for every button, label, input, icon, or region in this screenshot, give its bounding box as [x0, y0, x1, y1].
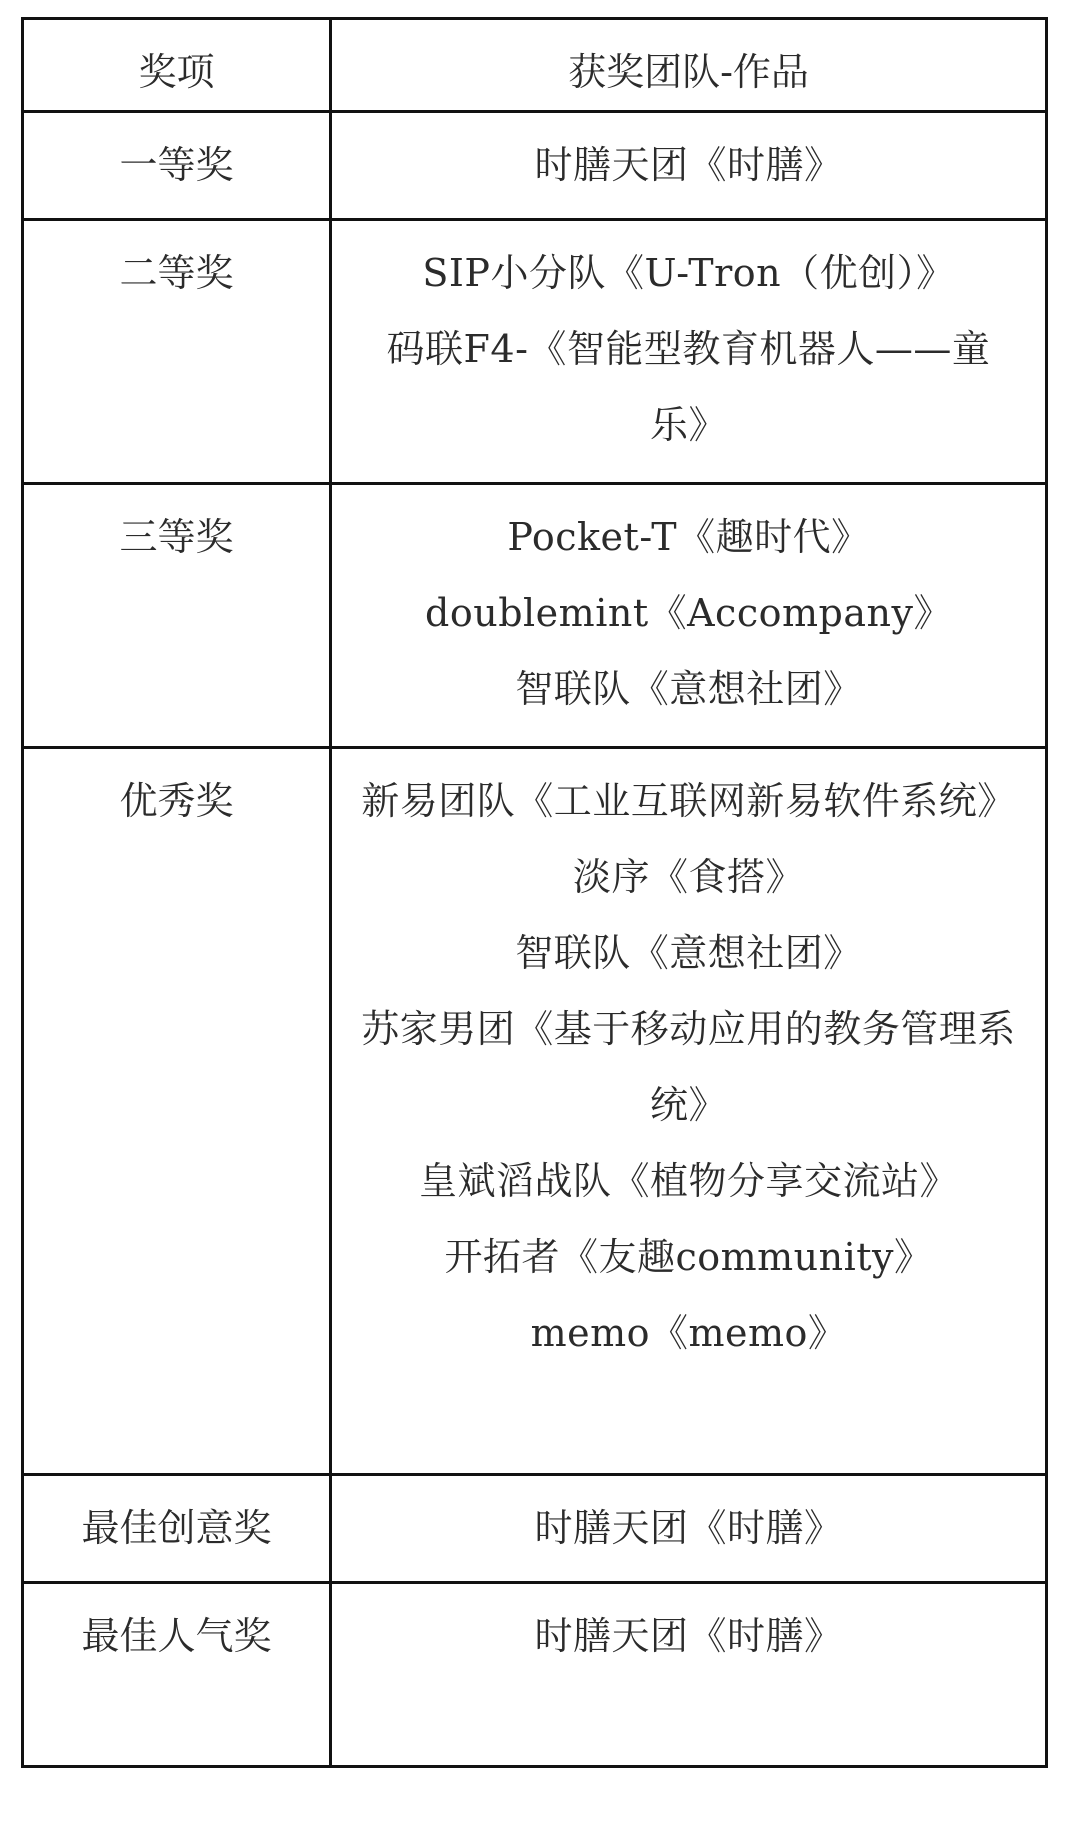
table-row: [23, 484, 1047, 748]
table-row: [23, 748, 1047, 1475]
work-entry: SIP小分队《U-Tron（优创）》: [422, 251, 955, 295]
work-entry: 智联队《意想社团》: [515, 667, 862, 711]
award-name: 优秀奖: [23, 748, 331, 1475]
work-entry: 开拓者《友趣community》: [444, 1235, 933, 1279]
work-entry: Pocket-T《趣时代》: [507, 515, 870, 559]
table-row: [23, 1475, 1047, 1583]
work-entry: 皇斌滔战队《植物分享交流站》: [418, 1159, 958, 1203]
works-cell: [331, 1583, 1047, 1767]
header-works: 获奖团队-作品: [331, 19, 1047, 112]
award-name: 一等奖: [23, 112, 331, 220]
table-row: [23, 220, 1047, 484]
works-cell: [331, 748, 1047, 1475]
works-cell: [331, 484, 1047, 748]
table-header-row: [23, 19, 1047, 112]
award-name: 最佳创意奖: [23, 1475, 331, 1583]
award-name: 最佳人气奖: [23, 1583, 331, 1767]
works-cell: [331, 1475, 1047, 1583]
table-row: [23, 112, 1047, 220]
table-row: [23, 1583, 1047, 1767]
work-entry: 新易团队《工业互联网新易软件系统》: [361, 779, 1016, 823]
work-entry: 时膳天团《时膳》: [534, 143, 843, 187]
work-entry: 淡序《食搭》: [572, 855, 804, 899]
work-entry: 苏家男团《基于移动应用的教务管理系统》: [361, 1007, 1016, 1127]
works-cell: [331, 220, 1047, 484]
works-cell: [331, 112, 1047, 220]
work-entry: 智联队《意想社团》: [515, 931, 862, 975]
award-name: 二等奖: [23, 220, 331, 484]
work-entry: memo《memo》: [530, 1311, 847, 1355]
award-name: 三等奖: [23, 484, 331, 748]
work-entry: 时膳天团《时膳》: [534, 1506, 843, 1550]
awards-table: [21, 17, 1048, 1768]
header-award: 奖项: [23, 19, 331, 112]
work-entry: 码联F4-《智能型教育机器人——童乐》: [386, 327, 991, 447]
work-entry: 时膳天团《时膳》: [534, 1614, 843, 1658]
work-entry: doublemint《Accompany》: [425, 591, 952, 635]
